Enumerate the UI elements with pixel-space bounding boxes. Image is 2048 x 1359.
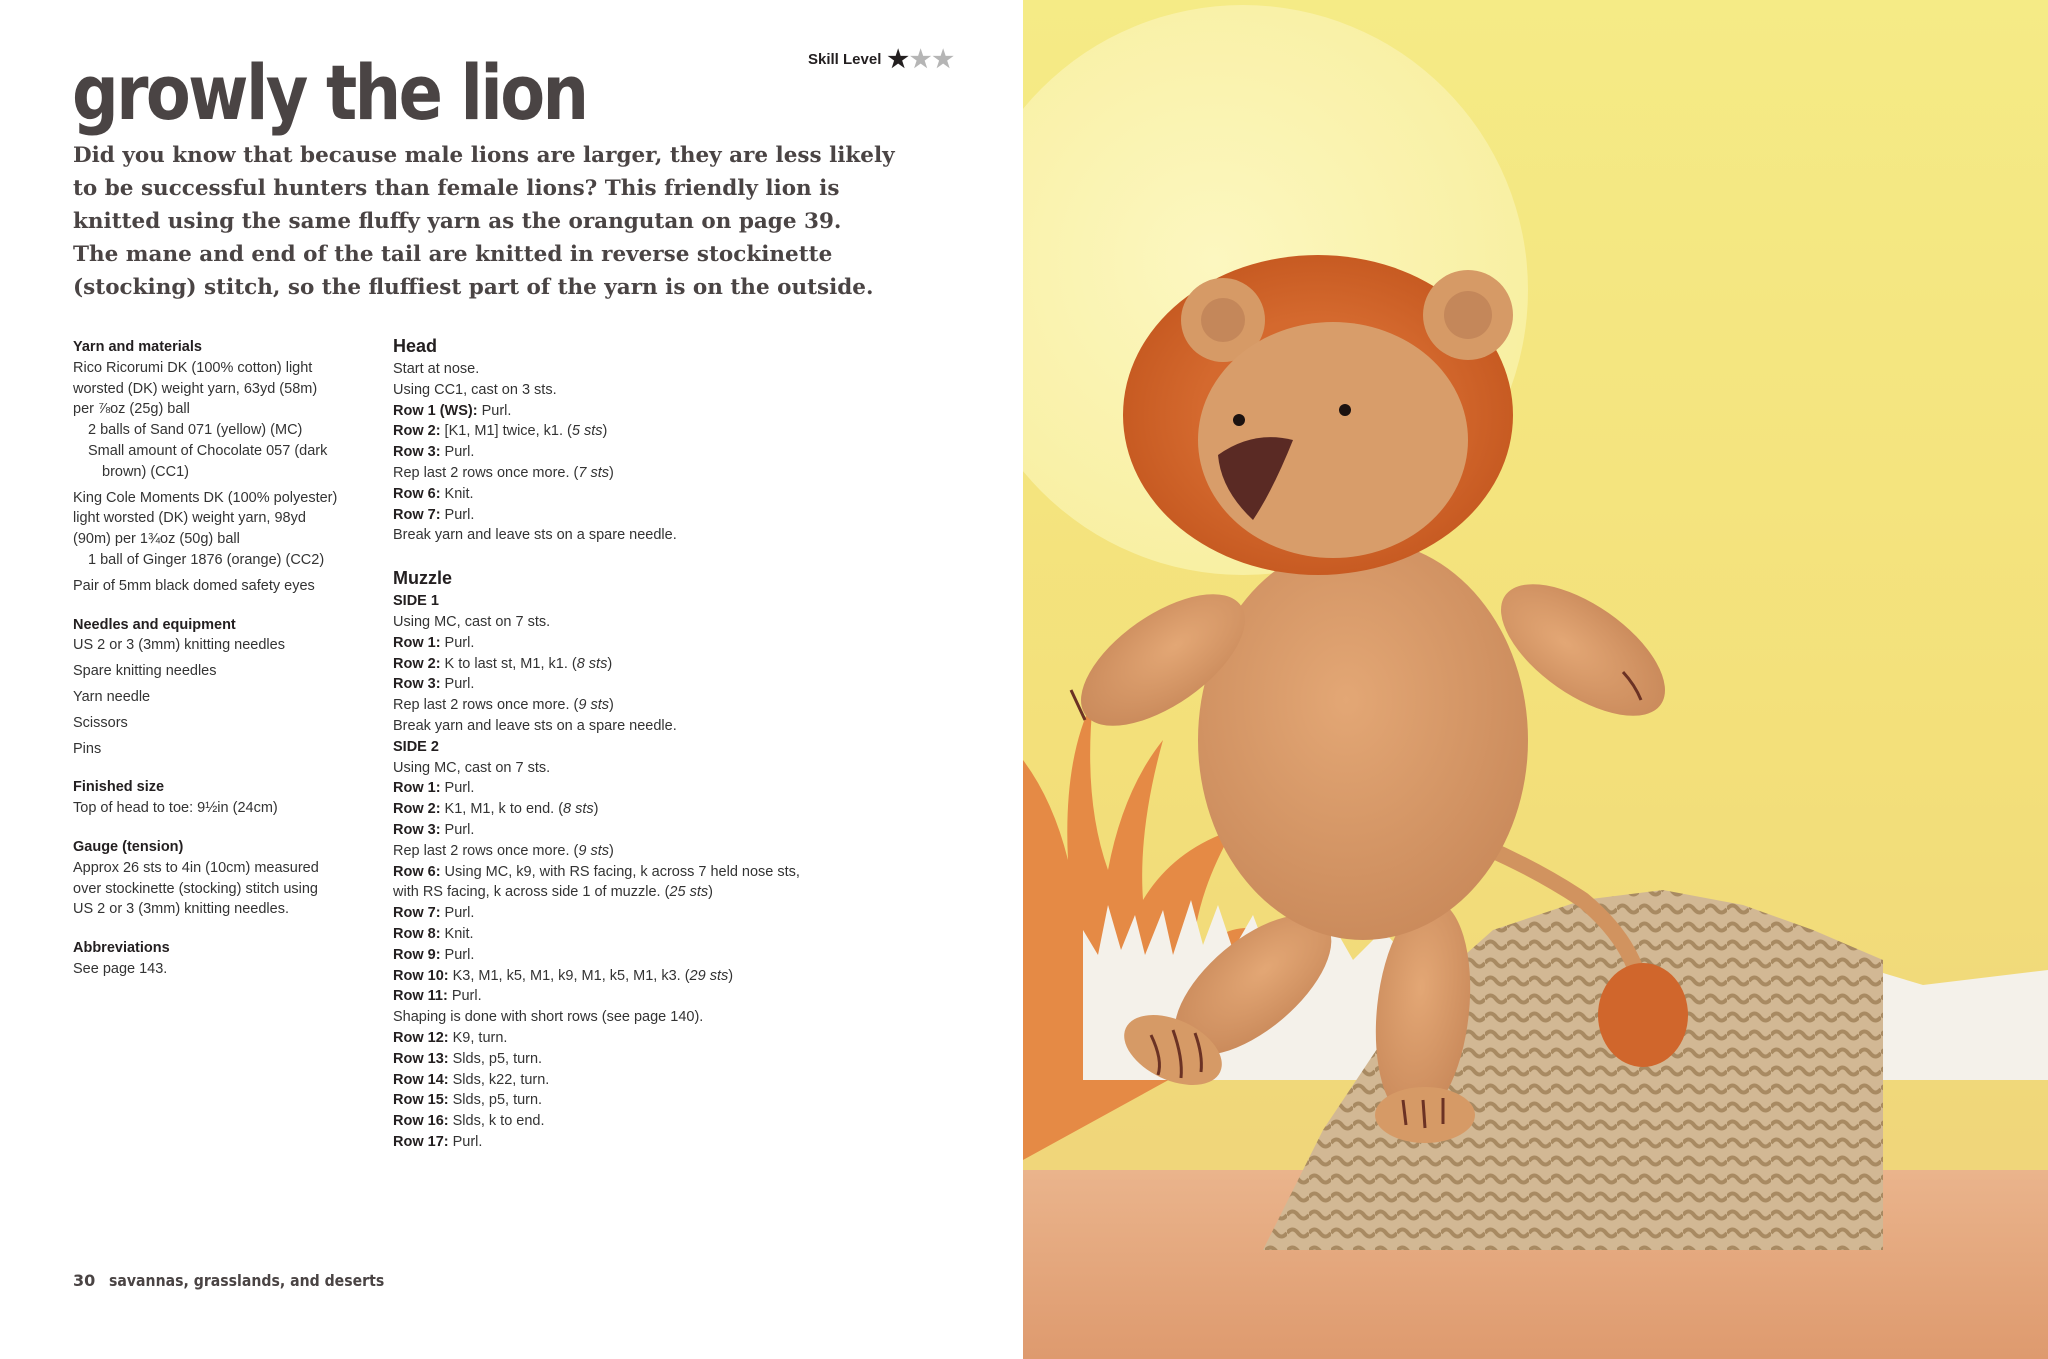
instruction-line: Using MC, cast on 7 sts. [393,613,551,630]
instruction-line: Row 3: Purl. [393,821,475,838]
instruction-line: Break yarn and leave sts on a spare needle. [393,717,677,734]
page-number: 30 [73,1271,96,1290]
instruction-line: Row 1: Purl. [393,634,475,651]
needles-line: Yarn needle [73,688,151,705]
instruction-line: Row 7: Purl. [393,506,475,523]
size-line: Top of head to toe: 9½in (24cm) [73,800,278,817]
lion-photo [1023,0,2048,1359]
yarn-line: King Cole Moments DK (100% polyester) [73,489,338,506]
instruction-line: Row 2: K1, M1, k to end. (8 sts) [393,801,599,818]
instruction-line: with RS facing, k across side 1 of muzzle. (25 sts) [393,884,713,901]
instruction-line: Row 14: Slds, k22, turn. [393,1071,550,1088]
abbreviations-heading: Abbreviations [73,940,170,957]
needles-heading: Needles and equipment [73,616,236,633]
yarn-line: Rico Ricorumi DK (100% cotton) light [73,359,313,376]
instruction-line: Rep last 2 rows once more. (9 sts) [393,697,614,714]
needles-line: Scissors [73,714,128,731]
instruction-line: Row 17: Purl. [393,1133,483,1150]
instruction-line: Using CC1, cast on 3 sts. [393,381,557,398]
yarn-color-line: Small amount of Chocolate 057 (dark [88,442,328,459]
yarn-color-line: brown) (CC1) [102,463,190,480]
gauge-line: over stockinette (stocking) stitch using [73,880,318,897]
needles-line: Spare knitting needles [73,663,217,680]
lion-eye-left [1233,414,1245,426]
instruction-line: Row 6: Using MC, k9, with RS facing, k across 7 held nose sts, [393,863,800,880]
pattern-column [393,334,833,1153]
side2-instructions [393,758,833,1153]
instruction-line: Row 7: Purl. [393,905,475,922]
side1-heading: SIDE 1 [393,593,439,610]
instruction-line: Row 3: Purl. [393,676,475,693]
intro-line: (stocking) stitch, so the fluffiest part of the yarn is on the outside. [73,275,874,300]
instruction-line: Shaping is done with short rows (see page 140). [393,1009,704,1026]
instruction-line: Row 2: K to last st, M1, k1. (8 sts) [393,655,613,672]
section-name: savannas, grasslands, and deserts [109,1271,385,1290]
intro-line: Did you know that because male lions are larger, they are less likely [73,143,895,168]
lion-eye-right [1339,404,1351,416]
eyes-line: Pair of 5mm black domed safety eyes [73,577,315,594]
head-instructions [393,359,833,546]
instruction-line: Row 10: K3, M1, k5, M1, k9, M1, k5, M1, k3. (29 sts) [393,967,734,984]
instruction-line: Row 3: Purl. [393,444,475,461]
needles-line: US 2 or 3 (3mm) knitting needles [73,637,285,654]
star-empty-icon: ★★ [909,46,955,73]
instruction-line: Row 6: Knit. [393,485,474,502]
instruction-line: Rep last 2 rows once more. (9 sts) [393,842,614,859]
skill-level-label: Skill Level [808,51,882,68]
intro-line: knitted using the same fluffy yarn as the orangutan on page 39. [73,209,842,234]
materials-column [73,337,353,980]
tail-tuft [1598,963,1688,1067]
yarn-line: worsted (DK) weight yarn, 63yd (58m) [73,380,318,397]
instruction-line: Row 8: Knit. [393,925,474,942]
instruction-line: Rep last 2 rows once more. (7 sts) [393,464,614,481]
needles-line: Pins [73,740,102,757]
intro-line: to be successful hunters than female lions? This friendly lion is [73,176,840,201]
gauge-line: Approx 26 sts to 4in (10cm) measured [73,859,319,876]
yarn-line: (90m) per 1¾oz (50g) ball [73,531,240,548]
instruction-line: Row 16: Slds, k to end. [393,1113,545,1130]
instruction-line: Row 2: [K1, M1] twice, k1. (5 sts) [393,423,608,440]
intro-paragraph [73,139,895,304]
instruction-line: Break yarn and leave sts on a spare needle. [393,527,677,544]
lion-body [1198,540,1528,940]
instruction-line: Row 9: Purl. [393,946,475,963]
instruction-line: Row 1 (WS): Purl. [393,402,512,419]
page-title: growly the lion [72,48,587,137]
head-heading: Head [393,336,438,356]
left-page [0,0,1023,1359]
side2-heading: SIDE 2 [393,738,439,755]
yarn-color-line: 1 ball of Ginger 1876 (orange) (CC2) [88,551,325,568]
gauge-heading: Gauge (tension) [73,838,184,855]
skill-level [808,45,955,74]
instruction-line: Row 12: K9, turn. [393,1029,508,1046]
skill-stars [887,46,955,73]
instruction-line: Row 11: Purl. [393,988,482,1005]
yarn-line: light worsted (DK) weight yarn, 98yd [73,510,306,527]
page-footer [73,1271,422,1290]
abbreviations-line: See page 143. [73,960,168,977]
intro-line: The mane and end of the tail are knitted in reverse stockinette [73,242,833,267]
gauge-line: US 2 or 3 (3mm) knitting needles. [73,901,289,918]
lion-photo-illustration [1023,0,2048,1359]
instruction-line: Row 13: Slds, p5, turn. [393,1050,543,1067]
instruction-line: Row 1: Purl. [393,780,475,797]
yarn-line: per ⅞oz (25g) ball [73,401,190,418]
star-filled-icon: ★ [887,46,910,73]
yarn-color-line: 2 balls of Sand 071 (yellow) (MC) [88,422,303,439]
instruction-line: Using MC, cast on 7 sts. [393,759,551,776]
side1-instructions [393,612,833,737]
yarn-heading: Yarn and materials [73,339,202,355]
instruction-line: Start at nose. [393,361,480,377]
muzzle-heading: Muzzle [393,568,453,589]
instruction-line: Row 15: Slds, p5, turn. [393,1092,543,1109]
lion-face [1198,322,1468,558]
size-heading: Finished size [73,779,165,796]
